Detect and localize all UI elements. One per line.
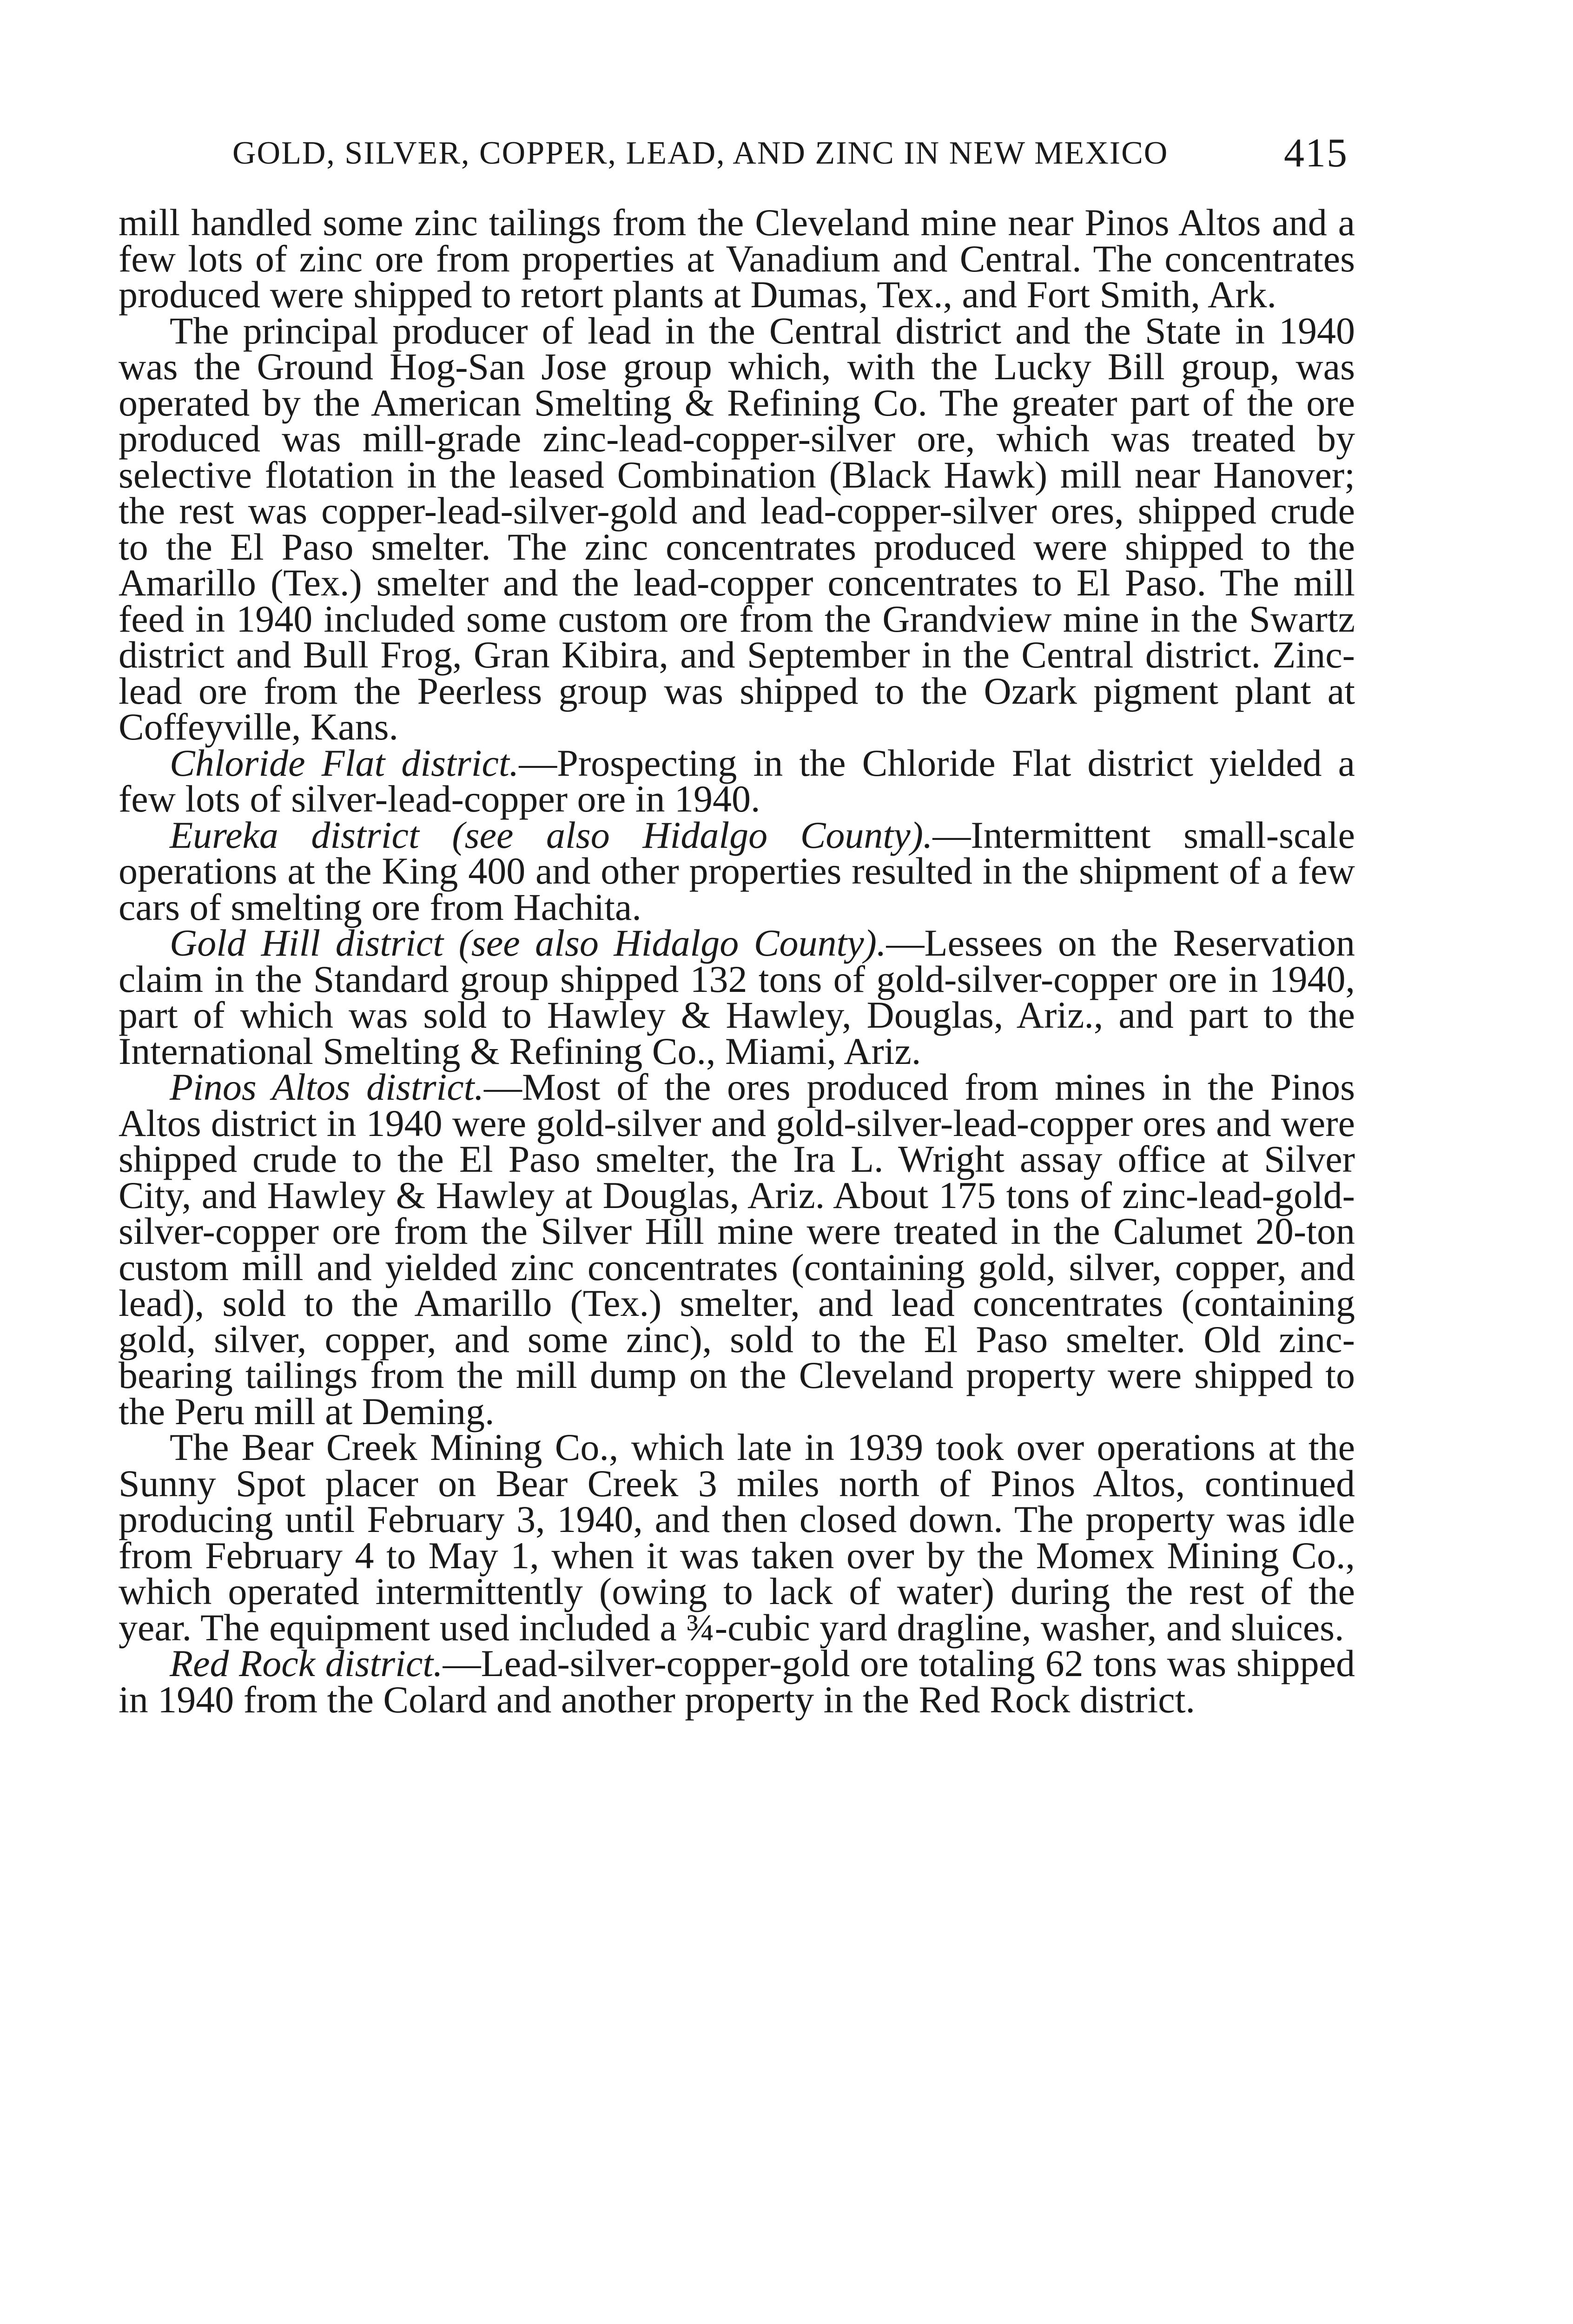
paragraph-lead-in: Chloride Flat district.	[170, 741, 519, 784]
paragraph-lead-in: Red Rock district.	[170, 1642, 443, 1684]
paragraph-text: —Intermittent small-scale operations at the King 400 and other properties resulted in the shipment of a few cars of smelting ore from Hachita.	[119, 813, 1355, 928]
paragraph-text: The Bear Creek Mining Co., which late in 1939 took over operations at the Sunny Spot placer on Bear Creek 3 miles north of Pinos Altos, continued producing until February 3, 1940, and then closed down. The property was idle from February 4 to May 1, when it was taken over by the Momex Mining Co., which operated intermittently (owing to lack of water) during the rest of the year. The equipment used included a ¾-cubic yard dragline, washer, and sluices.	[119, 1426, 1355, 1649]
running-title: GOLD, SILVER, COPPER, LEAD, AND ZINC IN NEW MEXICO	[232, 135, 1169, 171]
paragraph-text: —Lead-silver-copper-gold ore totaling 62 tons was shipped in 1940 from the Colard and another property in the Red Rock district.	[119, 1642, 1355, 1721]
paragraph-continuation	[119, 201, 1355, 316]
paragraph-text: —Most of the ores produced from mines in the Pinos Altos district in 1940 were gold-silver and gold-silver-lead-copper ores and were shipped crude to the El Paso smelter, the Ira L. Wright assay office at Silver City, and Hawley & Hawley at Douglas, Ariz. About 175 tons of zinc-lead-gold-silver-copper ore from the Silver Hill mine were treated in the Calumet 20-ton custom mill and yielded zinc concentrates (containing gold, silver, copper, and lead), sold to the Amarillo (Tex.) smelter, and lead concentrates (containing gold, silver, copper, and some zinc), sold to the El Paso smelter. Old zinc-bearing tailings from the mill dump on the Cleveland property were shipped to the Peru mill at Deming.	[119, 1066, 1355, 1433]
body-text	[119, 201, 1355, 1721]
paragraph-text: The principal producer of lead in the Central district and the State in 1940 was the Ground Hog-San Jose group which, with the Lucky Bill group, was operated by the American Smelting & Refining Co. The greater part of the ore produced was mill-grade zinc-lead-copper-silver ore, which was treated by selective flotation in the leased Combination (Black Hawk) mill near Hanover; the rest was copper-lead-silver-gold and lead-copper-silver ores, shipped crude to the El Paso smelter. The zinc concentrates produced were shipped to the Amarillo (Tex.) smelter and the lead-copper concentrates to El Paso. The mill feed in 1940 included some custom ore from the Grandview mine in the Swartz district and Bull Frog, Gran Kibira, and September in the Central district. Zinc-lead ore from the Peerless group was shipped to the Ozark pigment plant at Coffeyville, Kans.	[119, 309, 1355, 748]
paragraph-text: mill handled some zinc tailings from the Cleveland mine near Pinos Altos and a few lots of zinc ore from properties at Vanadium and Central. The concentrates produced were shipped to retort plants at Dumas, Tex., and Fort Smith, Ark.	[119, 201, 1355, 316]
paragraph-text: —Prospecting in the Chloride Flat district yielded a few lots of silver-lead-copper ore in 1940.	[119, 741, 1355, 820]
paragraph-lead-in: Gold Hill district (see also Hidalgo County).	[170, 922, 886, 964]
paragraph-gold-hill	[119, 922, 1355, 1072]
paragraph-eureka	[119, 813, 1355, 928]
running-header	[232, 125, 1348, 181]
page-number: 415	[1284, 131, 1348, 176]
paragraph-central-district	[119, 309, 1355, 748]
paragraph-pinos-altos	[119, 1066, 1355, 1433]
paragraph-lead-in: Pinos Altos district.	[170, 1066, 484, 1108]
paragraph-red-rock	[119, 1642, 1355, 1721]
paragraph-bear-creek	[119, 1426, 1355, 1649]
paragraph-chloride-flat	[119, 741, 1355, 820]
paragraph-text: —Lessees on the Reservation claim in the Standard group shipped 132 tons of gold-silver-copper ore in 1940, part of which was sold to Hawley & Hawley, Douglas, Ariz., and part to the International Smelting & Refining Co., Miami, Ariz.	[119, 922, 1355, 1072]
paragraph-lead-in: Eureka district (see also Hidalgo County).	[170, 813, 933, 856]
